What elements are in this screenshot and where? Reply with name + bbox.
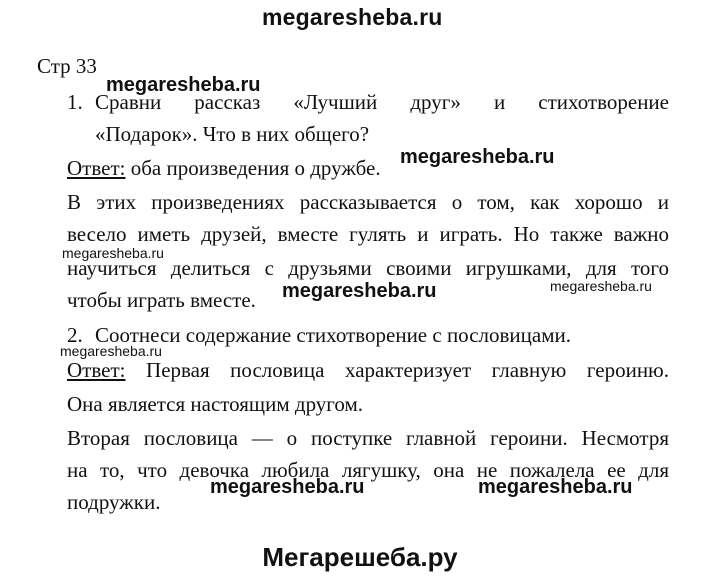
header-watermark: megaresheba.ru <box>262 4 443 30</box>
watermark-small-left-1: megaresheba.ru <box>62 245 164 261</box>
task1-para-line1: В этих произведениях рассказывается о том, как хорошо и <box>67 190 669 214</box>
task2-para-line1: Вторая пословица — о поступке главной героини. Несмотря <box>67 426 669 450</box>
task1-number: 1. <box>67 90 83 114</box>
task2-para-line2: на то, что девочка любила лягушку, она не пожалела ее для <box>67 458 669 482</box>
task1-answer <box>67 156 381 180</box>
task1-question-line2: «Подарок». Что в них общего? <box>95 122 370 146</box>
page-label: Стр 33 <box>37 54 97 78</box>
task2-answer-line2: Она является настоящим другом. <box>67 392 364 416</box>
watermark-mid-right: megaresheba.ru <box>400 146 555 168</box>
task1-answer-text: оба произведения о дружбе. <box>125 156 381 180</box>
watermark-top-left: megaresheba.ru <box>106 74 261 96</box>
watermark-bottom-left: megaresheba.ru <box>210 476 365 498</box>
watermark-small-right: megaresheba.ru <box>550 278 652 294</box>
task2-answer <box>67 358 669 382</box>
task2-answer-line1: Первая пословица характеризует главную героиню. <box>125 358 669 382</box>
watermark-bottom-right: megaresheba.ru <box>478 476 633 498</box>
task1-question-line1: Сравни рассказ «Лучший друг» и стихотворение <box>95 90 669 114</box>
task2-question: Соотнеси содержание стихотворение с пословицами. <box>95 323 571 347</box>
watermark-center: megaresheba.ru <box>282 280 437 302</box>
task1-answer-label: Ответ: <box>67 156 126 180</box>
footer-watermark: Мегарешеба.ру <box>262 542 458 572</box>
task2-number: 2. <box>67 323 83 347</box>
task1-para-line4: чтобы играть вместе. <box>67 288 256 312</box>
task1-para-line3: научиться делиться с друзьями своими игрушками, для того <box>67 256 669 280</box>
task1-para-line2: весело иметь друзей, вместе гулять и играть. Но также важно <box>67 222 669 246</box>
task2-para-line3: подружки. <box>67 490 161 514</box>
task2-answer-label: Ответ: <box>67 358 126 382</box>
watermark-small-left-2: megaresheba.ru <box>60 343 162 359</box>
